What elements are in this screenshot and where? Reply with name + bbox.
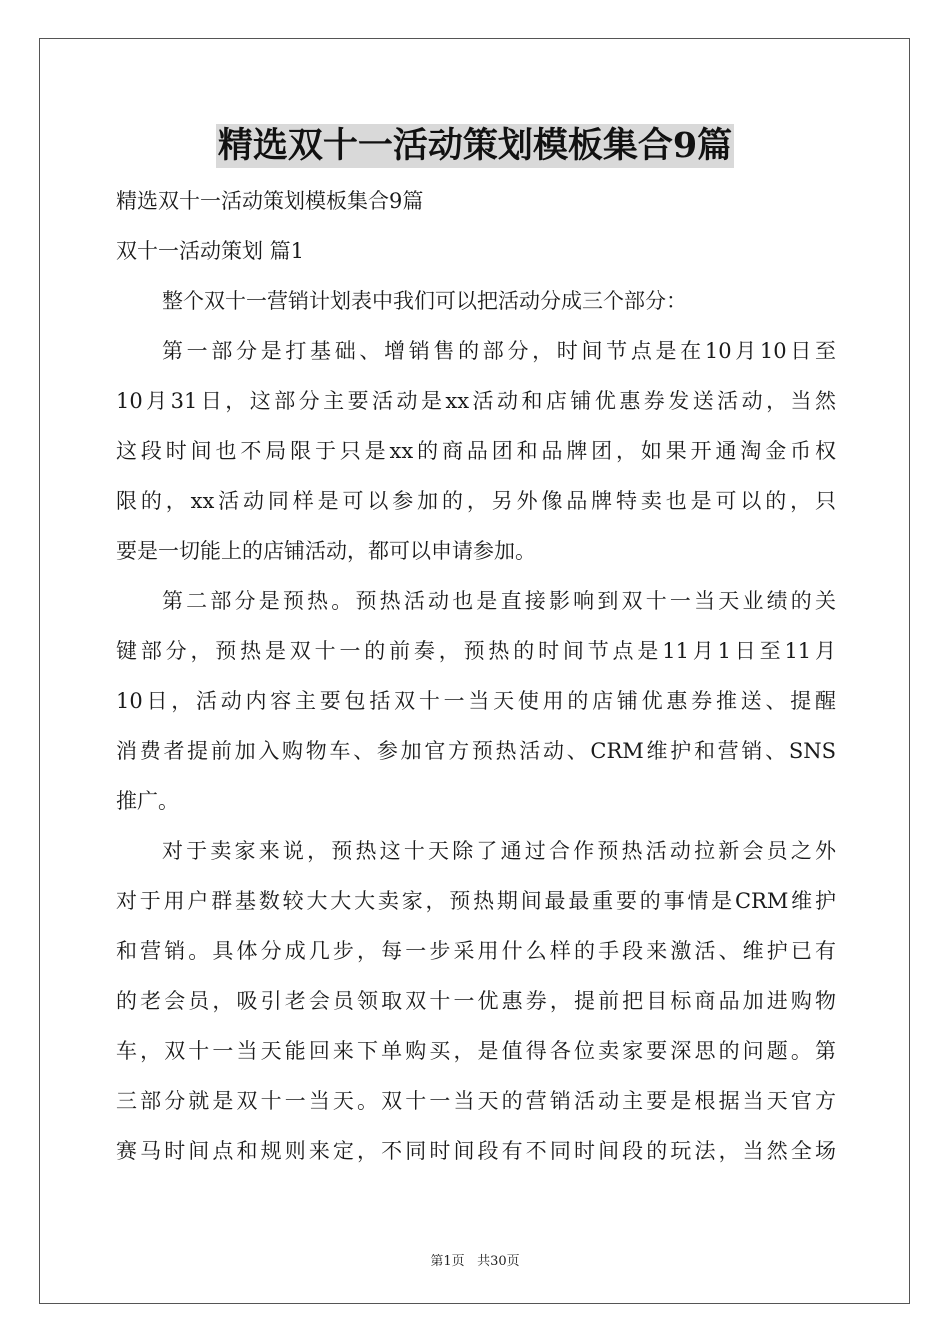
title-text: 精选双十一活动策划模板集合9篇 <box>217 125 733 166</box>
paragraph-2-line-5: 要是一切能上的店铺活动，都可以申请参加。 <box>116 539 536 563</box>
paragraph-4-line-5: 车，双十一当天能回来下单购买，是值得各位卖家要深思的问题。第 <box>116 1039 836 1063</box>
paragraph-2-line-2: 10月31日，这部分主要活动是xx活动和店铺优惠券发送活动，当然 <box>116 389 836 413</box>
paragraph-2-line-1: 第一部分是打基础、增销售的部分，时间节点是在10月10日至 <box>162 339 836 363</box>
paragraph-1-line-1: 整个双十一营销计划表中我们可以把活动分成三个部分： <box>162 289 687 313</box>
paragraph-3-line-3: 10日，活动内容主要包括双十一当天使用的店铺优惠券推送、提醒 <box>116 689 836 713</box>
page-number: 第1页 <box>430 1254 465 1269</box>
paragraph-4-line-2: 对于用户群基数较大大大卖家，预热期间最最重要的事情是CRM维护 <box>116 889 836 913</box>
paragraph-3-line-4: 消费者提前加入购物车、参加官方预热活动、CRM维护和营销、SNS <box>116 739 836 763</box>
section-heading: 双十一活动策划 篇1 <box>116 239 305 263</box>
paragraph-4-line-6: 三部分就是双十一当天。双十一当天的营销活动主要是根据当天官方 <box>116 1089 836 1113</box>
paragraph-3-line-2: 键部分，预热是双十一的前奏，预热的时间节点是11月1日至11月 <box>116 639 836 663</box>
paragraph-2-line-3: 这段时间也不局限于只是xx的商品团和品牌团，如果开通淘金币权 <box>116 439 836 463</box>
subtitle-line: 精选双十一活动策划模板集合9篇 <box>116 189 424 213</box>
paragraph-4-line-3: 和营销。具体分成几步，每一步采用什么样的手段来激活、维护已有 <box>116 939 836 963</box>
paragraph-4-line-4: 的老会员，吸引老会员领取双十一优惠券，提前把目标商品加进购物 <box>116 989 836 1013</box>
paragraph-4-line-7: 赛马时间点和规则来定，不同时间段有不同时间段的玩法，当然全场 <box>116 1139 836 1163</box>
page-total: 共30页 <box>477 1254 520 1269</box>
document-body <box>116 176 836 1176</box>
paragraph-3-line-5: 推广。 <box>116 789 179 813</box>
document-title <box>0 124 950 172</box>
page-footer <box>0 1250 950 1269</box>
paragraph-3-line-1: 第二部分是预热。预热活动也是直接影响到双十一当天业绩的关 <box>162 589 836 613</box>
paragraph-2-line-4: 限的，xx活动同样是可以参加的，另外像品牌特卖也是可以的，只 <box>116 489 836 513</box>
paragraph-4-line-1: 对于卖家来说，预热这十天除了通过合作预热活动拉新会员之外 <box>162 839 836 863</box>
